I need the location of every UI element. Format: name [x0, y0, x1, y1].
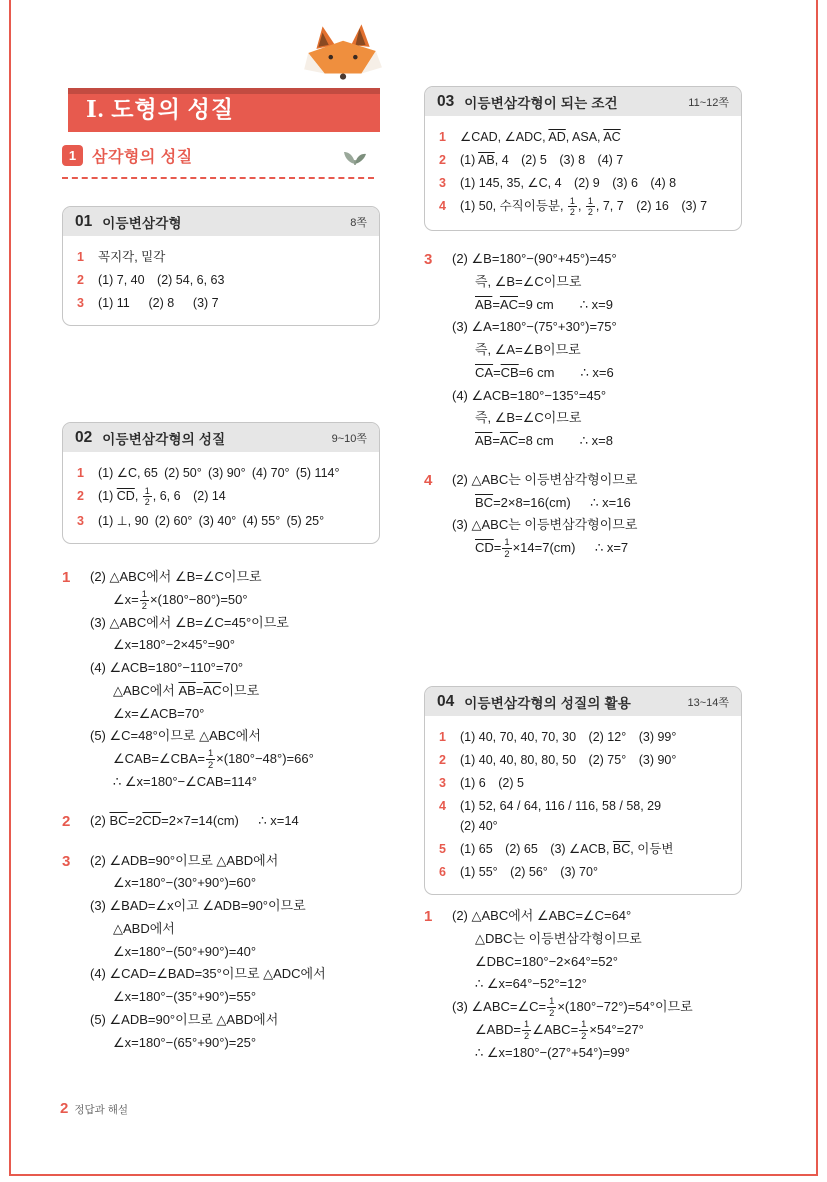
section-title: 이등변삼각형의 성질의 활용: [464, 696, 632, 711]
unit-title: Ⅰ. 도형의 성질: [86, 97, 235, 122]
answer-row: [77, 486, 367, 508]
page-border-bottom: [9, 1174, 818, 1176]
overline-segment: $\overline{AB}$: [475, 433, 493, 448]
solution-line: (3) △ABC에서 ∠B=∠C=45°이므로: [90, 614, 289, 630]
solution-line: ∠x=180°−(30°+90°)=60°: [113, 875, 257, 891]
answer-number: 3: [439, 776, 446, 790]
answer-row: [439, 727, 729, 747]
solution-line: (5) ∠ADB=90°이므로 △ABD에서: [90, 1011, 279, 1027]
section-title: 이등변삼각형의 성질: [102, 432, 226, 447]
answer-text: (1) 11 (2) 8 (3) 7: [98, 296, 219, 310]
solution-number: 3: [62, 852, 71, 870]
answer-row: [439, 750, 729, 770]
answer-number: 4: [439, 199, 446, 213]
footer-label: 정답과 해설: [74, 1104, 128, 1116]
solution-line: (4) ∠CAD=∠BAD=35°이므로 △ADC에서: [90, 966, 326, 982]
solution-number: 3: [424, 251, 433, 268]
section-number: 02: [75, 429, 93, 446]
answer-text: (1) 65 (2) 65 (3) ∠ACB, $\overline{BC}$, 이등변: [460, 842, 674, 856]
answer-text: (1) 50, 수직이등분, $\frac{1}{2}$ , $\frac{1}{2}$ , 7, 7 (2) 16 (3) 7: [460, 196, 708, 218]
solution-number: 1: [62, 569, 71, 586]
solution-line: (2) △ABC에서 ∠B=∠C이므로: [90, 569, 262, 584]
page-border-right: [816, 0, 818, 1176]
answer-text: (1) 55° (2) 56° (3) 70°: [460, 865, 598, 879]
solution-line: $\overline{CA}=\overline{CB}=6$ cm ∴ x=6: [475, 364, 614, 380]
solution-line: ∴ ∠x=64°−52°=12°: [475, 976, 587, 992]
fraction: $\frac{1}{2}$: [504, 537, 510, 560]
solution-line: △ABD에서: [113, 920, 175, 936]
solution-group: [62, 566, 382, 794]
answer-row: [77, 463, 367, 483]
overline-segment: $\overline{BC}$: [612, 842, 631, 856]
fraction: $\frac{1}{2}$: [141, 589, 147, 611]
page-border-left: [9, 0, 11, 1176]
answer-text: (1) ∠C, 65 (2) 50° (3) 90° (4) 70° (5) 114°: [98, 466, 340, 480]
solution-group: [62, 850, 382, 1055]
overline-segment: $\overline{AB}$: [178, 682, 196, 698]
chapter-number-badge: 1: [62, 145, 83, 166]
solution-line: $\overline{AB}=\overline{AC}=9$ cm ∴ x=9: [475, 296, 613, 312]
answer-text: 꼭지각, 밑각: [98, 250, 166, 264]
overline-segment: $\overline{CB}$: [500, 364, 519, 380]
answer-text: (1) 6 (2) 5: [460, 776, 524, 790]
answer-row: [439, 127, 729, 147]
answer-number: 3: [77, 513, 84, 528]
fraction: $\frac{1}{2}$: [144, 486, 150, 508]
answer-text: (1) ⊥, 90 (2) 60° (3) 40° (4) 55° (5) 25°: [98, 513, 325, 528]
overline-segment: $\overline{AC}$: [499, 296, 518, 312]
answer-row: [439, 862, 729, 882]
answer-number: 2: [77, 489, 84, 503]
solution-lines: [452, 248, 744, 453]
chapter-divider: [62, 177, 374, 179]
answer-row: [439, 796, 729, 836]
answer-row: [439, 839, 729, 859]
overline-segment: $\overline{BC}$: [109, 812, 128, 828]
section-number: 01: [75, 213, 93, 230]
solution-line: ∠x=∠ACB=70°: [113, 705, 205, 721]
solution-group: [424, 469, 744, 560]
section-page-ref: 9~10쪽: [331, 433, 367, 445]
solution-number: 4: [424, 471, 433, 489]
solution-line: (2) $\overline{BC}=2\overline{CD}=2\times 7=14(cm)$ ∴ x=14: [90, 812, 299, 828]
section-title: 이등변삼각형: [102, 216, 182, 231]
answers-list: [63, 236, 379, 325]
solution-line: (4) ∠ACB=180°−135°=45°: [452, 387, 607, 403]
solution-line: (5) ∠C=48°이므로 △ABC에서: [90, 728, 261, 744]
solution-group: [424, 905, 744, 1064]
answer-number: 6: [439, 865, 446, 879]
solution-line: (3) △ABC는 이등변삼각형이므로: [452, 517, 638, 533]
chapter-title: 삼각형의 성질: [92, 149, 193, 166]
solution-line: ∴ ∠x=180°−(27°+54°)=99°: [475, 1044, 630, 1060]
fraction: $\frac{1}{2}$: [587, 196, 593, 218]
answer-text: ∠CAD, ∠ADC, $\overline{AD}$, ASA, $\overline{AC}$: [460, 130, 621, 144]
fraction: $\frac{1}{2}$: [207, 748, 214, 771]
answer-text: (1) $\overline{CD}$, $\frac{1}{2}$ , 6, 6 (2) 14: [98, 486, 226, 508]
section-title: 이등변삼각형이 되는 조건: [464, 96, 618, 111]
solution-line: 즉, ∠B=∠C이므로: [475, 273, 582, 289]
chapter-heading: [62, 144, 374, 167]
page-number: 2: [60, 1100, 69, 1117]
solution-line: (2) ∠ADB=90°이므로 △ABD에서: [90, 852, 279, 868]
solution-number: 1: [424, 908, 433, 925]
answer-number: 3: [77, 296, 84, 310]
solution-line: △DBC는 이등변삼각형이므로: [475, 930, 642, 946]
solutions-right-top: [424, 248, 744, 576]
answers-list: [425, 716, 741, 894]
overline-segment: $\overline{CD}$: [116, 489, 135, 504]
solution-lines: [90, 850, 382, 1055]
section-card-03: [424, 86, 742, 231]
answer-text: (1) $\overline{AB}$, 4 (2) 5 (3) 8 (4) 7: [460, 153, 624, 167]
fraction: $\frac{1}{2}$: [569, 196, 575, 218]
solution-lines: [90, 566, 382, 794]
solution-line: (2) △ABC는 이등변삼각형이므로: [452, 471, 638, 487]
answers-list: [425, 116, 741, 230]
section-number: 04: [437, 693, 455, 710]
solution-line: ∠x=180°−(65°+90°)=25°: [113, 1034, 257, 1050]
answer-number: 4: [439, 799, 446, 813]
answer-row: [77, 293, 367, 313]
overline-segment: $\overline{AC}$: [603, 130, 621, 144]
answer-text: (1) 52, 64 / 64, 116 / 116, 58 / 58, 29 (2) 40°: [460, 799, 662, 833]
unit-title-banner: [68, 88, 380, 132]
section-header: [63, 207, 379, 236]
solution-group: [424, 248, 744, 453]
solution-lines: [452, 469, 744, 560]
solution-line: (4) ∠ACB=180°−110°=70°: [90, 660, 244, 676]
section-header: [425, 87, 741, 116]
solution-line: (3) ∠A=180°−(75°+30°)=75°: [452, 319, 617, 335]
solution-line: ∠x= $\frac{1}{2}$ ×(180°−80°)=50°: [113, 589, 248, 611]
solution-line: (2) ∠B=180°−(90°+45°)=45°: [452, 251, 617, 266]
answer-number: 2: [439, 753, 446, 767]
answer-row: [77, 270, 367, 290]
answer-number: 2: [77, 273, 84, 287]
fraction: $\frac{1}{2}$: [581, 1019, 587, 1041]
answer-number: 5: [439, 842, 446, 856]
answer-number: 1: [439, 130, 446, 144]
section-card-01: [62, 206, 380, 326]
solution-line: ∴ ∠x=180°−∠CAB=114°: [113, 773, 258, 789]
section-number: 03: [437, 93, 455, 110]
section-card-02: [62, 422, 380, 544]
answer-text: (1) 40, 40, 80, 80, 50 (2) 75° (3) 90°: [460, 753, 677, 767]
solution-lines: [90, 810, 382, 834]
fraction: $\frac{1}{2}$: [523, 1019, 530, 1041]
overline-segment: $\overline{CA}$: [475, 364, 494, 380]
answer-number: 1: [77, 466, 84, 480]
answer-text: (1) 40, 70, 40, 70, 30 (2) 12° (3) 99°: [460, 730, 677, 744]
solution-line: $\overline{CD}=$ $\frac{1}{2}$ ×14=7(cm) ∴ x=7: [475, 537, 629, 560]
answer-text: (1) 7, 40 (2) 54, 6, 63: [98, 273, 225, 287]
answer-row: [439, 196, 729, 218]
solution-line: (3) ∠ABC=∠C= $\frac{1}{2}$ ×(180°−72°)=54°이므로: [452, 996, 693, 1019]
solution-group: [62, 810, 382, 834]
section-header: [63, 423, 379, 452]
sprout-icon: [342, 147, 368, 165]
answer-row: [77, 247, 367, 267]
overline-segment: $\overline{BC}$: [475, 494, 494, 510]
solution-line: ∠ABD= $\frac{1}{2}$ ∠ABC= $\frac{1}{2}$ ×54°=27°: [475, 1019, 644, 1041]
answer-row: [439, 150, 729, 170]
solution-lines: [452, 905, 744, 1064]
solution-line: 즉, ∠B=∠C이므로: [475, 410, 582, 426]
answer-number: 2: [439, 153, 446, 167]
section-page-ref: 13~14쪽: [687, 697, 729, 709]
overline-segment: $\overline{AD}$: [548, 130, 566, 144]
overline-segment: $\overline{CD}$: [475, 540, 494, 555]
overline-segment: $\overline{AB}$: [475, 296, 493, 312]
solution-line: (3) ∠BAD=∠x이고 ∠ADB=90°이므로: [90, 898, 306, 914]
answer-number: 1: [77, 250, 84, 264]
fox-illustration: [298, 22, 384, 82]
overline-segment: $\overline{AC}$: [499, 433, 518, 448]
answer-text: (1) 145, 35, ∠C, 4 (2) 9 (3) 6 (4) 8: [460, 176, 677, 190]
solution-line: ∠DBC=180°−2×64°=52°: [475, 953, 618, 969]
solution-line: $\overline{BC}=2\times 8=16(cm)$ ∴ x=16: [475, 494, 631, 510]
solution-line: ∠x=180°−2×45°=90°: [113, 637, 235, 653]
section-header: [425, 687, 741, 716]
answers-list: [63, 452, 379, 543]
answer-number: 1: [439, 730, 446, 744]
section-page-ref: 8쪽: [350, 217, 367, 229]
solution-line: ∠x=180°−(50°+90°)=40°: [113, 943, 257, 959]
answer-number: 3: [439, 176, 446, 190]
answer-row: [439, 773, 729, 793]
section-card-04: [424, 686, 742, 895]
solution-line: (2) △ABC에서 ∠ABC=∠C=64°: [452, 908, 632, 923]
answer-row: [77, 511, 367, 531]
solution-number: 2: [62, 812, 71, 830]
solutions-right-bottom: [424, 905, 744, 1080]
solution-line: △ABC에서 $\overline{AB}=\overline{AC}$이므로: [113, 682, 260, 698]
page-footer: [60, 1100, 128, 1117]
solution-line: ∠x=180°−(35°+90°)=55°: [113, 989, 257, 1005]
overline-segment: $\overline{AB}$: [478, 153, 495, 167]
overline-segment: $\overline{CD}$: [142, 812, 162, 828]
solution-line: ∠CAB=∠CBA= $\frac{1}{2}$ ×(180°−48°)=66°: [113, 748, 314, 771]
section-page-ref: 11~12쪽: [688, 97, 729, 109]
solution-line: 즉, ∠A=∠B이므로: [475, 342, 581, 357]
solution-line: $\overline{AB}=\overline{AC}=8$ cm ∴ x=8: [475, 433, 613, 448]
fraction: $\frac{1}{2}$: [549, 996, 555, 1019]
solutions-left-column: [62, 566, 382, 1070]
answer-row: [439, 173, 729, 193]
overline-segment: $\overline{AC}$: [203, 682, 222, 698]
